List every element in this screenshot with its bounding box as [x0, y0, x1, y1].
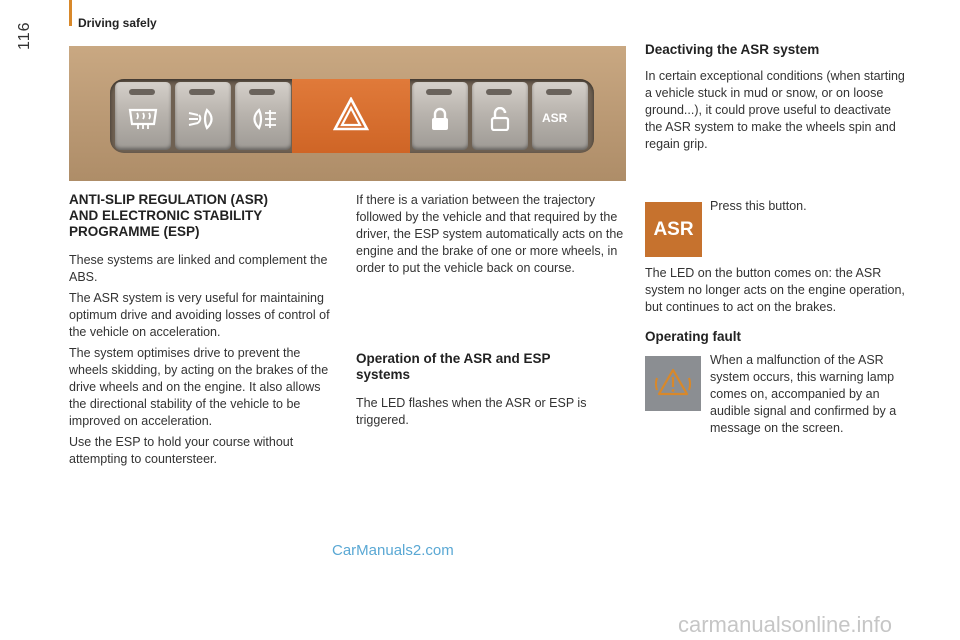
- front-fog-switch[interactable]: [175, 82, 231, 150]
- rear-window-demist-icon: [127, 107, 159, 131]
- paragraph: When a malfunction of the ASR system occurs, this warning lamp comes on, accompanied by an audible signal and confirmed by a message on the screen.: [710, 353, 897, 435]
- paragraph: The LED on the button comes on: the ASR system no longer acts on the engine operation, but continues to act on the brakes.: [645, 266, 905, 314]
- column-3: [645, 42, 925, 153]
- operating-fault-title: Operating fault: [645, 329, 742, 344]
- switch-led: [249, 89, 275, 95]
- rear-fog-lamp-icon: [247, 107, 279, 131]
- asr-esp-title: ANTI-SLIP REGULATION (ASR) AND ELECTRONIC STABILITY PROGRAMME (ESP): [69, 192, 268, 239]
- rear-fog-switch[interactable]: [235, 82, 291, 150]
- asr-button-image: ASR: [645, 202, 702, 257]
- asr-switch[interactable]: [532, 82, 588, 150]
- paragraph: If there is a variation between the trajectory followed by the vehicle and that required by the driver, the ESP system automatically acts on the engine and the brake of one or more wheels, in order to put the vehicle back on course.: [356, 193, 624, 275]
- column-1: [69, 192, 331, 468]
- warning-lamp-image: [645, 356, 701, 411]
- central-unlocking-switch[interactable]: [472, 82, 528, 150]
- column-2: [356, 192, 626, 429]
- section-header: Driving safely: [78, 16, 157, 30]
- page-number: 116: [16, 21, 33, 50]
- hazard-switch[interactable]: [292, 79, 410, 153]
- paragraph: In certain exceptional conditions (when starting a vehicle stuck in mud or snow, or on loose ground...), it could prove useful to deactivate the ASR system to make the wheels spin and regain grip.: [645, 69, 905, 151]
- deactivating-title: Deactiving the ASR system: [645, 42, 820, 57]
- paragraph: The ASR system is very useful for maintaining optimum drive and avoiding losses of control of the vehicle on acceleration.: [69, 291, 330, 339]
- paragraph: Use the ESP to hold your course without attempting to countersteer.: [69, 435, 294, 466]
- asr-switch-label: ASR: [542, 111, 568, 125]
- press-button-text: Press this button.: [710, 199, 807, 213]
- switch-led: [486, 89, 512, 95]
- switch-led: [426, 89, 452, 95]
- switch-led: [129, 89, 155, 95]
- esp-warning-icon: [645, 356, 701, 411]
- operation-title: Operation of the ASR and ESP systems: [356, 351, 551, 382]
- front-fog-lamp-icon: [187, 107, 219, 131]
- paragraph: These systems are linked and complement the ABS.: [69, 253, 328, 284]
- switch-row: [110, 79, 594, 153]
- switch-led: [189, 89, 215, 95]
- dashboard-switch-panel: [69, 46, 626, 181]
- padlock-open-icon: [484, 107, 516, 131]
- padlock-closed-icon: [424, 107, 456, 131]
- paragraph: The LED flashes when the ASR or ESP is triggered.: [356, 396, 587, 427]
- hazard-triangle-icon: [333, 97, 369, 131]
- watermark: CarManuals2.com: [332, 542, 454, 559]
- switch-led: [546, 89, 572, 95]
- section-accent-bar: [69, 0, 72, 26]
- rear-demist-switch[interactable]: [115, 82, 171, 150]
- paragraph: The system optimises drive to prevent the wheels skidding, by acting on the brakes of the drive wheels and on the engine. It also allows the directional stability of the vehicle to be improved on acceleration.: [69, 346, 329, 428]
- footer-watermark: carmanualsonline.info: [678, 612, 893, 637]
- central-locking-switch[interactable]: [412, 82, 468, 150]
